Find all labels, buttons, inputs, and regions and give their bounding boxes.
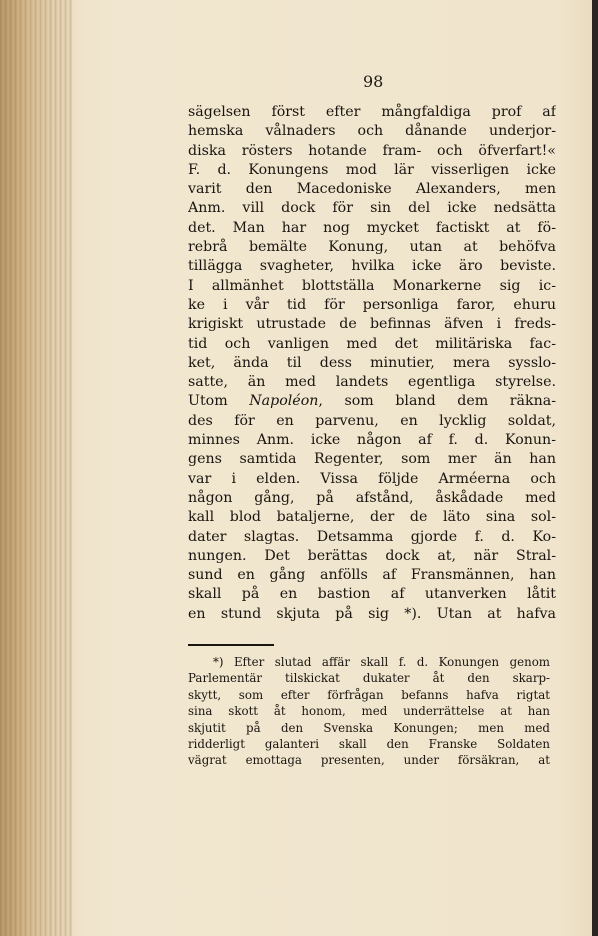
body-line: sägelsen först efter mångfaldiga prof af — [188, 104, 556, 120]
body-line: var i elden. Vissa följde Arméerna och — [188, 470, 556, 487]
book-spine-gutter — [0, 0, 72, 936]
body-line: någon gång, på afstånd, åskådade med — [188, 489, 556, 506]
footnote-line: Parlementär tilskickat dukater åt den skarp- — [188, 671, 550, 686]
body-line: diska rösters hotande fram- och öfverfart!« — [188, 142, 556, 159]
footnote-line: skytt, som efter förfrågan befanns hafva rigtat — [188, 687, 550, 702]
body-line: rebrå bemälte Konung, utan at behöfva — [188, 239, 556, 256]
footnote-line: ridderligt galanteri skall den Franske Soldaten — [188, 736, 550, 751]
italic-name: Napoléon — [249, 393, 319, 410]
body-line: tid och vanligen med det militäriska fac- — [188, 335, 556, 352]
body-line: ket, ända til dess minutier, mera sysslo- — [188, 354, 556, 371]
body-line: sund en gång anfölls af Fransmännen, han — [188, 567, 556, 584]
page-number: 98 — [363, 72, 384, 91]
body-line: Utom Napoléon, som bland dem räkna- — [188, 393, 556, 410]
body-line: dater slagtas. Detsamma gjorde f. d. Ko- — [188, 528, 556, 545]
body-line: kall blod bataljerne, der de läto sina sol- — [188, 509, 556, 526]
body-line: des för en parvenu, en lycklig soldat, — [188, 412, 556, 429]
body-line: krigiskt utrustade de befinnas äfven i freds- — [188, 316, 556, 333]
page-edge-shadow — [592, 0, 598, 936]
body-line: I allmänhet blottställa Monarkerne sig ic- — [188, 277, 556, 294]
body-line: minnes Anm. icke någon af f. d. Konun- — [188, 432, 556, 449]
body-line: varit den Macedoniske Alexanders, men — [188, 181, 556, 198]
footnote-line: vägrat emottaga presenten, under försäkran, at — [188, 753, 550, 768]
body-line: F. d. Konungens mod lär visserligen icke — [188, 161, 556, 178]
body-line: hemska vålnaders och dånande underjor- — [188, 123, 556, 140]
body-line: satte, än med landets egentliga styrelse. — [188, 374, 556, 391]
footnote-line: skjutit på den Svenska Konungen; men med — [188, 720, 550, 735]
footnote-divider — [188, 644, 274, 646]
body-text — [188, 103, 556, 624]
body-line: nungen. Det berättas dock at, när Stral- — [188, 547, 556, 564]
body-line: tillägga svagheter, hvilka icke äro beviste. — [188, 258, 556, 275]
footnote-line: sina skott åt honom, med underrättelse at han — [188, 704, 550, 719]
body-line: gens samtida Regenter, som mer än han — [188, 451, 556, 468]
body-line: ke i vår tid för personliga faror, ehuru — [188, 296, 556, 313]
footnote-line: *) Efter slutad affär skall f. d. Konungen genom — [213, 655, 550, 669]
body-line: det. Man har nog mycket factiskt at fö- — [188, 219, 556, 236]
body-line: en stund skjuta på sig *). Utan at hafva — [188, 605, 556, 622]
footnote — [188, 654, 550, 769]
body-line: Anm. vill dock för sin del icke nedsätta — [188, 200, 556, 217]
body-line: skall på en bastion af utanverken låtit — [188, 586, 556, 603]
